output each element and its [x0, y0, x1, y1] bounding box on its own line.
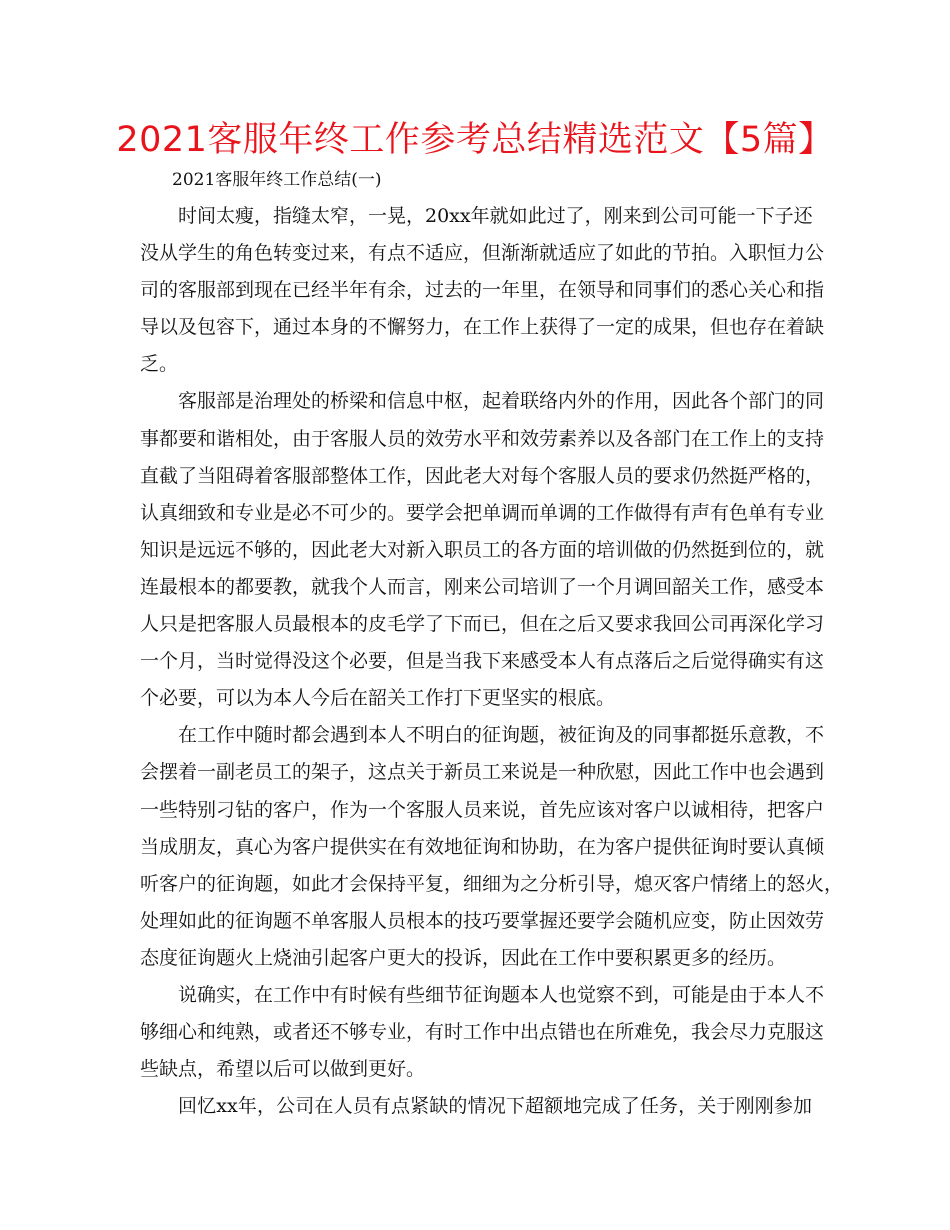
text-line: 态度征询题火上烧油引起客户更大的投诉，因此在工作中要积累更多的经历。 [140, 946, 787, 969]
text-line: 时间太瘦，指缝太窄，一晃，20xx年就如此过了，刚来到公司可能一下子还 [178, 205, 813, 227]
text-line: 导以及包容下，通过本身的不懈努力，在工作上获得了一定的成果，但也存在着缺 [140, 316, 825, 339]
text-line: 些缺点，希望以后可以做到更好。 [140, 1058, 426, 1081]
paragraph [140, 198, 825, 383]
paragraph [140, 977, 825, 1088]
text-line: 回忆xx年，公司在人员有点紧缺的情况下超额地完成了任务，关于刚刚参加 [178, 1095, 812, 1118]
document-title: 2021客服年终工作参考总结精选范文【5篇】 [116, 120, 834, 160]
section-heading: 2021客服年终工作总结(一) [172, 170, 382, 190]
text-line: 司的客服部到现在已经半年有余，过去的一年里，在领导和同事们的悉心关心和指 [140, 279, 825, 302]
paragraph [140, 717, 844, 977]
text-line: 处理如此的征询题不单客服人员根本的技巧要掌握还要学会随机应变，防止因效劳 [140, 909, 825, 932]
text-line: 一些特别刁钻的客户，作为一个客服人员来说，首先应该对客户以诚相待，把客户 [140, 798, 825, 821]
text-line: 没从学生的角色转变过来，有点不适应，但渐渐就适应了如此的节拍。入职恒力公 [140, 242, 825, 265]
text-line: 乏。 [140, 353, 179, 376]
text-line: 认真细致和专业是必不可少的。要学会把单调而单调的工作做得有声有色单有专业 [140, 501, 825, 524]
text-line: 事都要和谐相处，由于客服人员的效劳水平和效劳素养以及各部门在工作上的支持 [140, 427, 825, 450]
paragraph [140, 383, 825, 717]
text-line: 当成朋友，真心为客户提供实在有效地征询和协助，在为客户提供征询时要认真倾 [140, 835, 825, 858]
text-line: 会摆着一副老员工的架子，这点关于新员工来说是一种欣慰，因此工作中也会遇到 [140, 761, 825, 784]
text-line: 说确实，在工作中有时候有些细节征询题本人也觉察不到，可能是由于本人不 [178, 983, 825, 1006]
text-line: 个必要，可以为本人今后在韶关工作打下更坚实的根底。 [140, 687, 616, 710]
text-line: 知识是远远不够的，因此老大对新入职员工的各方面的培训做的仍然挺到位的，就 [140, 538, 825, 561]
text-line: 一个月，当时觉得没这个必要，但是当我下来感受本人有点落后之后觉得确实有这 [140, 650, 825, 673]
text-line: 够细心和纯熟，或者还不够专业，有时工作中出点错也在所难免，我会尽力克服这 [140, 1021, 825, 1044]
text-line: 直截了当阻碍着客服部整体工作，因此老大对每个客服人员的要求仍然挺严格的， [140, 464, 825, 487]
text-line: 在工作中随时都会遇到本人不明白的征询题，被征询及的同事都挺乐意教，不 [178, 724, 825, 747]
paragraph [140, 1088, 812, 1125]
document-body [140, 198, 844, 1125]
text-line: 客服部是治理处的桥梁和信息中枢，起着联络内外的作用，因此各个部门的同 [178, 390, 825, 413]
text-line: 听客户的征询题，如此才会保持平复，细细为之分析引导，熄灭客户情绪上的怒火， [140, 872, 844, 895]
text-line: 人只是把客服人员最根本的皮毛学了下而已，但在之后又要求我回公司再深化学习 [140, 613, 825, 636]
text-line: 连最根本的都要教，就我个人而言，刚来公司培训了一个月调回韶关工作，感受本 [140, 575, 825, 598]
